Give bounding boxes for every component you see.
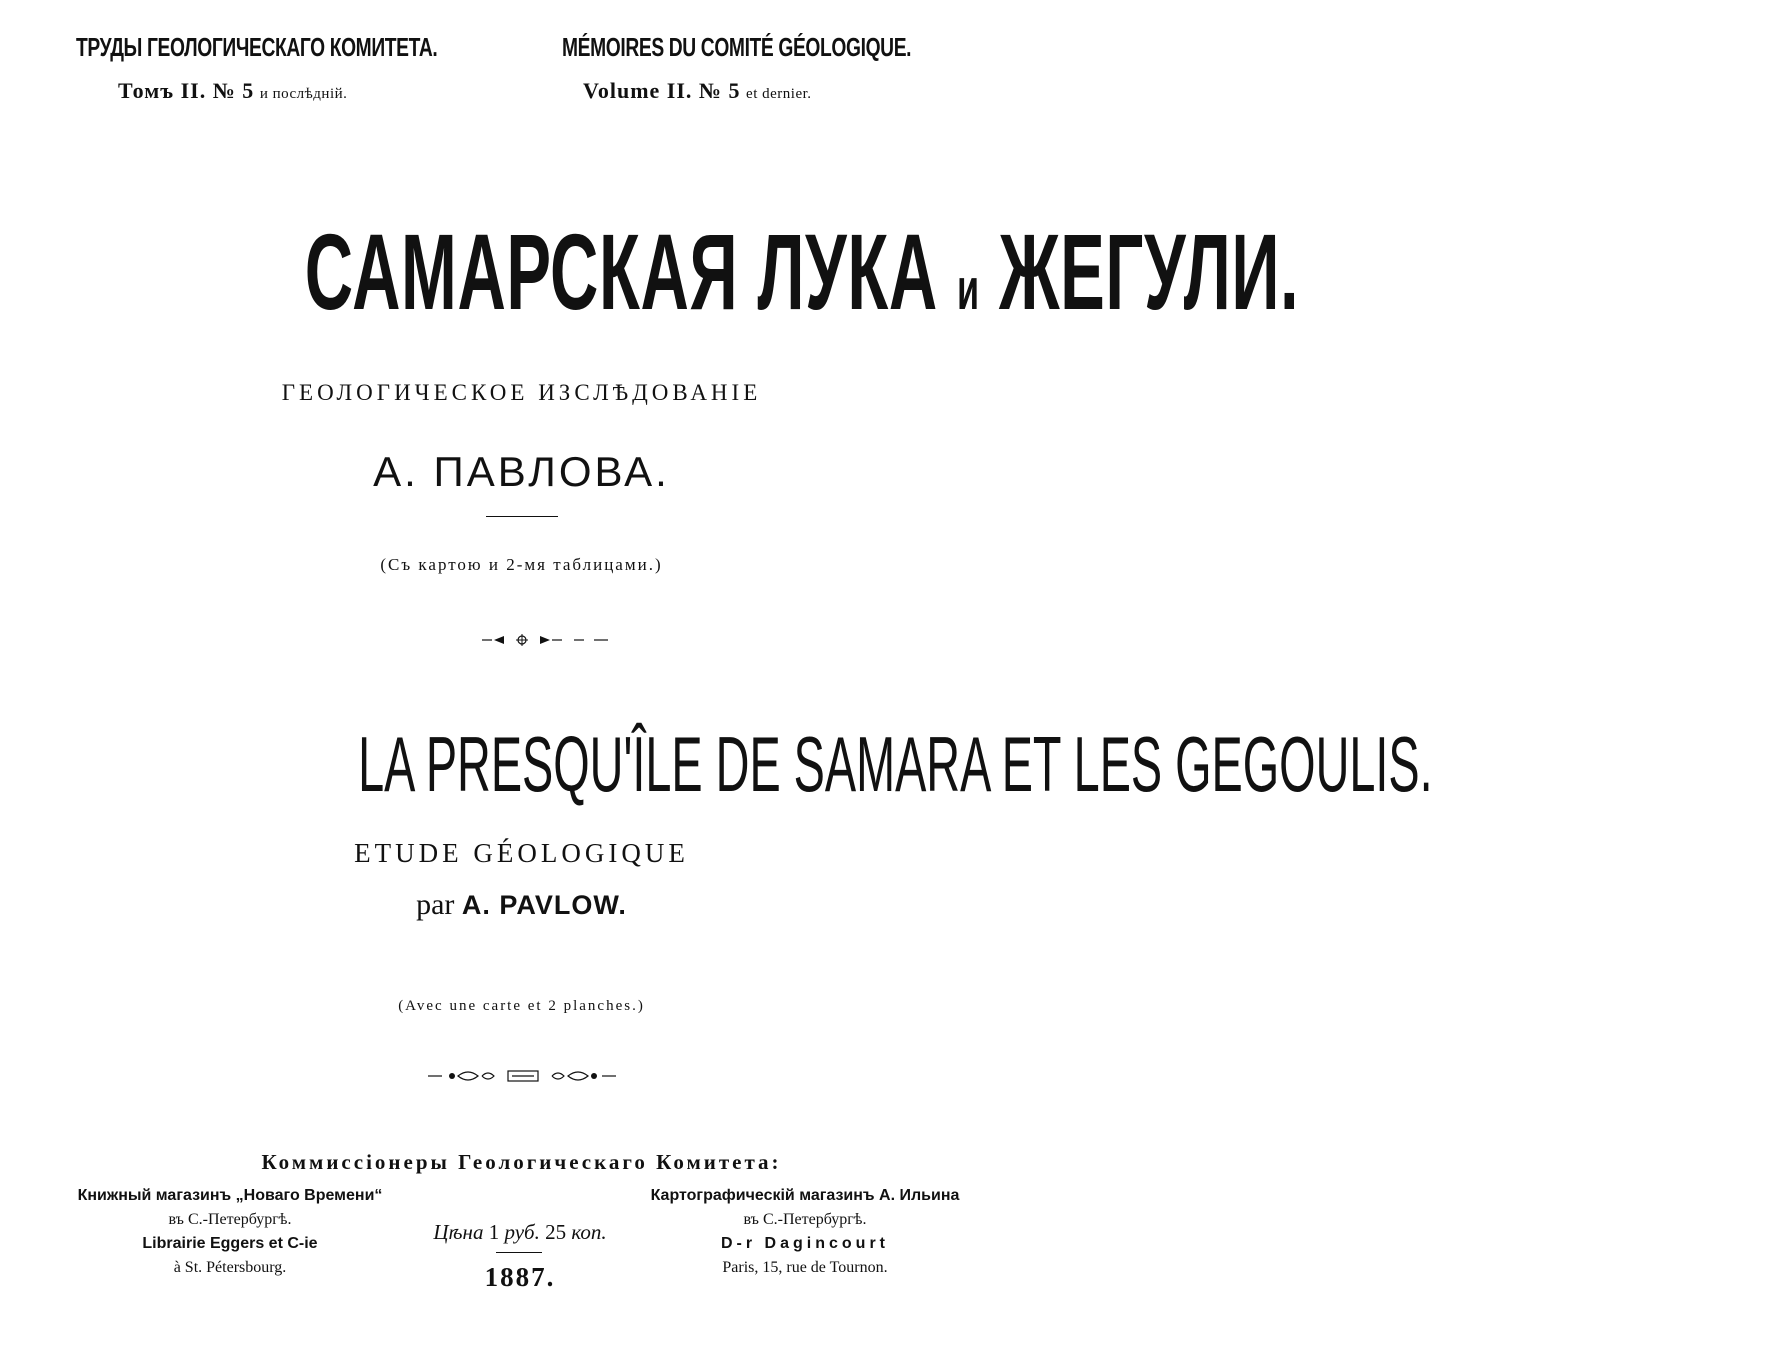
footer-left-city-ru: въ С.-Петербургѣ. xyxy=(168,1211,292,1228)
header-volume-fr-number: Volume II. № 5 xyxy=(583,78,741,103)
price-label: Цѣна xyxy=(433,1220,484,1244)
header-title-fr: MÉMOIRES DU COMITÉ GÉOLOGIQUE. xyxy=(562,32,912,62)
author-fr-prefix: par xyxy=(416,888,455,921)
main-title-ru-part2: ЖЕГУЛИ. xyxy=(998,211,1300,332)
price-rubles-unit: руб. xyxy=(504,1220,540,1244)
ornament-divider-1 xyxy=(482,634,612,646)
main-title-ru xyxy=(0,211,1300,344)
footer-left-column xyxy=(60,1184,400,1280)
header-volume-fr-note: et dernier. xyxy=(746,86,812,102)
footer-right-shop-fr: D-r Dagincourt xyxy=(721,1235,889,1252)
footer-right-shop-ru: Картографическій магазинъ А. Ильина xyxy=(650,1187,960,1204)
commissioners-heading: Коммиссіонеры Геологическаго Комитета: xyxy=(261,1150,782,1174)
author-fr-name: A. PAVLOW. xyxy=(461,890,627,920)
main-title-fr-text: LA PRESQU'ÎLE DE SAMARA ET LES GEGOULIS. xyxy=(358,720,1433,808)
subtitle-ru: ГЕОЛОГИЧЕСКОЕ ИЗСЛѢДОВАНІЕ xyxy=(281,380,762,405)
price-kopecks-unit: коп. xyxy=(571,1220,607,1244)
note-ru: (Съ картою и 2-мя таблицами.) xyxy=(380,555,663,574)
ornament-divider-2 xyxy=(428,1068,618,1084)
footer-right-address-fr: Paris, 15, rue de Tournon. xyxy=(722,1259,888,1276)
header-volume-fr xyxy=(583,78,812,104)
divider-rule-price xyxy=(496,1252,542,1253)
main-title-ru-conjunction: и xyxy=(957,257,980,322)
footer-left-bookshop-ru: Книжный магазинъ „Новаго Времени“ xyxy=(77,1187,383,1204)
price-rubles: 1 xyxy=(488,1220,500,1244)
footer-left-city-fr: à St. Pétersbourg. xyxy=(173,1259,287,1276)
price xyxy=(400,1220,640,1245)
header-volume-ru-number: Томъ II. № 5 xyxy=(118,78,255,103)
note-fr: (Avec une carte et 2 planches.) xyxy=(398,998,645,1014)
main-title-ru-part1: САМАРСКАЯ ЛУКА xyxy=(304,211,938,332)
footer-left-bookshop-fr: Librairie Eggers et C-ie xyxy=(142,1235,318,1252)
header-title-ru: ТРУДЫ ГЕОЛОГИЧЕСКАГО КОМИТЕТА. xyxy=(76,32,438,62)
footer-right-city-ru: въ С.-Петербургѣ. xyxy=(743,1211,867,1228)
divider-rule-ru xyxy=(486,516,558,517)
main-title-fr xyxy=(0,720,1433,808)
header-volume-ru-note: и послѣдній. xyxy=(259,86,348,102)
header-volume-ru xyxy=(118,78,347,104)
author-fr xyxy=(0,888,1043,922)
publication-year: 1887. xyxy=(484,1262,556,1292)
author-ru: А. ПАВЛОВА. xyxy=(373,448,670,495)
footer-right-column xyxy=(630,1184,980,1280)
subtitle-fr: ETUDE GÉOLOGIQUE xyxy=(354,838,689,868)
price-kopecks: 25 xyxy=(545,1220,567,1244)
